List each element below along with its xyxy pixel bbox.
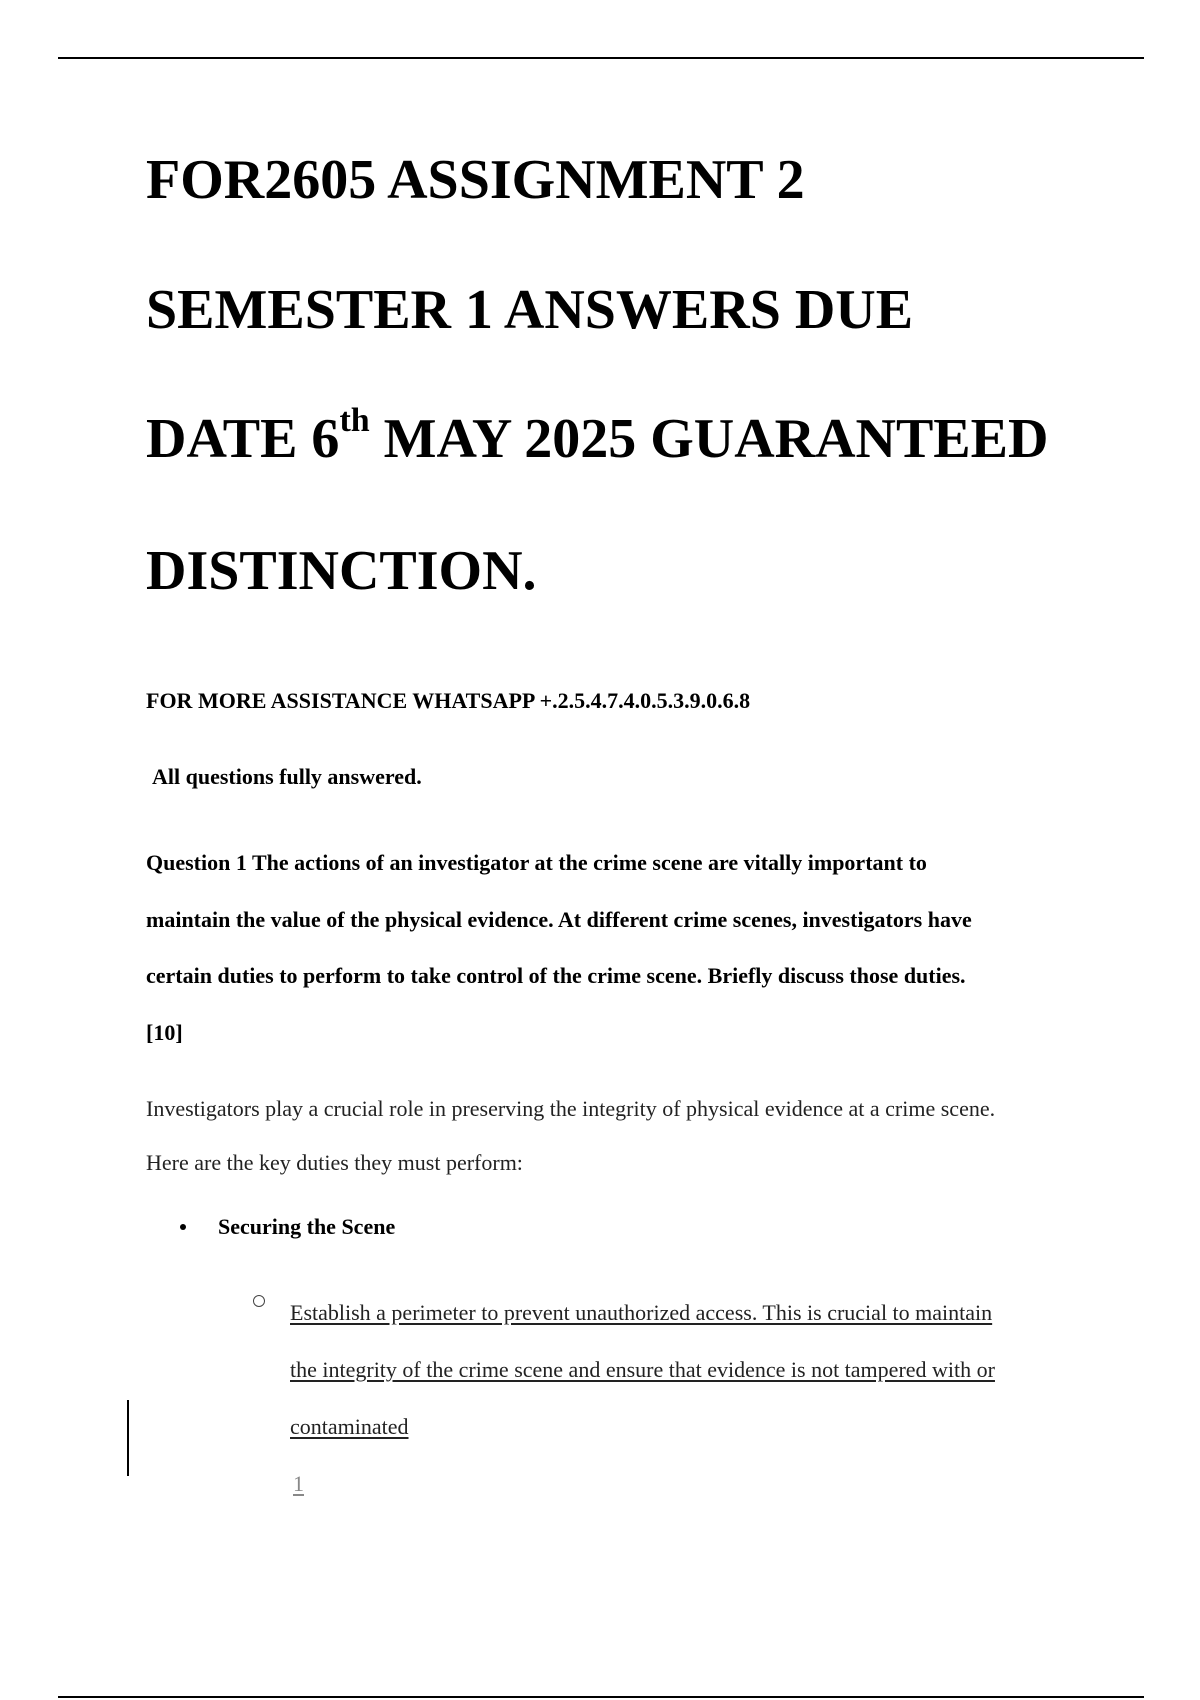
- document-title-line-4: DISTINCTION.: [146, 540, 537, 602]
- sub-bullet-line: Establish a perimeter to prevent unauthorized access. This is crucial to maintain: [290, 1300, 993, 1325]
- question-marks: [10]: [146, 1019, 183, 1045]
- intro-line: Here are the key duties they must perform:: [146, 1150, 523, 1175]
- document-title-line-1: FOR2605 ASSIGNMENT 2: [146, 149, 805, 211]
- bullet-item-securing-scene: [180, 1214, 395, 1240]
- change-tracking-bar: [127, 1400, 129, 1476]
- contact-notice: FOR MORE ASSISTANCE WHATSAPP +.2.5.4.7.4.0.5.3.9.0.6.8: [146, 688, 751, 713]
- header-rule: [58, 57, 1144, 59]
- sub-bullet-line: contaminated: [290, 1414, 409, 1439]
- question-1: [146, 835, 1086, 1061]
- bullet-heading: Securing the Scene: [218, 1214, 396, 1239]
- question-line: Question 1 The actions of an investigator at the crime scene are vitally important to: [146, 850, 927, 875]
- document-title-line-3: [146, 402, 1049, 470]
- title-date-superscript: th: [339, 402, 370, 440]
- document-title-line-2: SEMESTER 1 ANSWERS DUE: [146, 279, 914, 341]
- sub-bullet-line-last: [290, 1398, 1110, 1512]
- sub-bullet-text: [290, 1284, 1110, 1512]
- question-line: certain duties to perform to take control of the crime scene. Briefly discuss those duties.: [146, 963, 966, 988]
- question-line: maintain the value of the physical evidence. At different crime scenes, investigators have: [146, 906, 972, 932]
- answer-intro: [146, 1082, 1106, 1190]
- answered-note: All questions fully answered.: [152, 764, 422, 789]
- bullet-icon: [180, 1214, 218, 1240]
- sub-bullet-line: the integrity of the crime scene and ensure that evidence is not tampered with or: [290, 1357, 995, 1382]
- title-date-prefix: DATE 6: [146, 408, 340, 470]
- intro-line: Investigators play a crucial role in preserving the integrity of physical evidence at a crime scene.: [146, 1096, 996, 1121]
- title-date-suffix: MAY 2025 GUARANTEED: [369, 408, 1049, 470]
- hollow-circle-bullet-icon: [253, 1295, 265, 1307]
- footer-rule: [58, 1696, 1144, 1698]
- footnote-reference-link[interactable]: 1: [293, 1471, 304, 1496]
